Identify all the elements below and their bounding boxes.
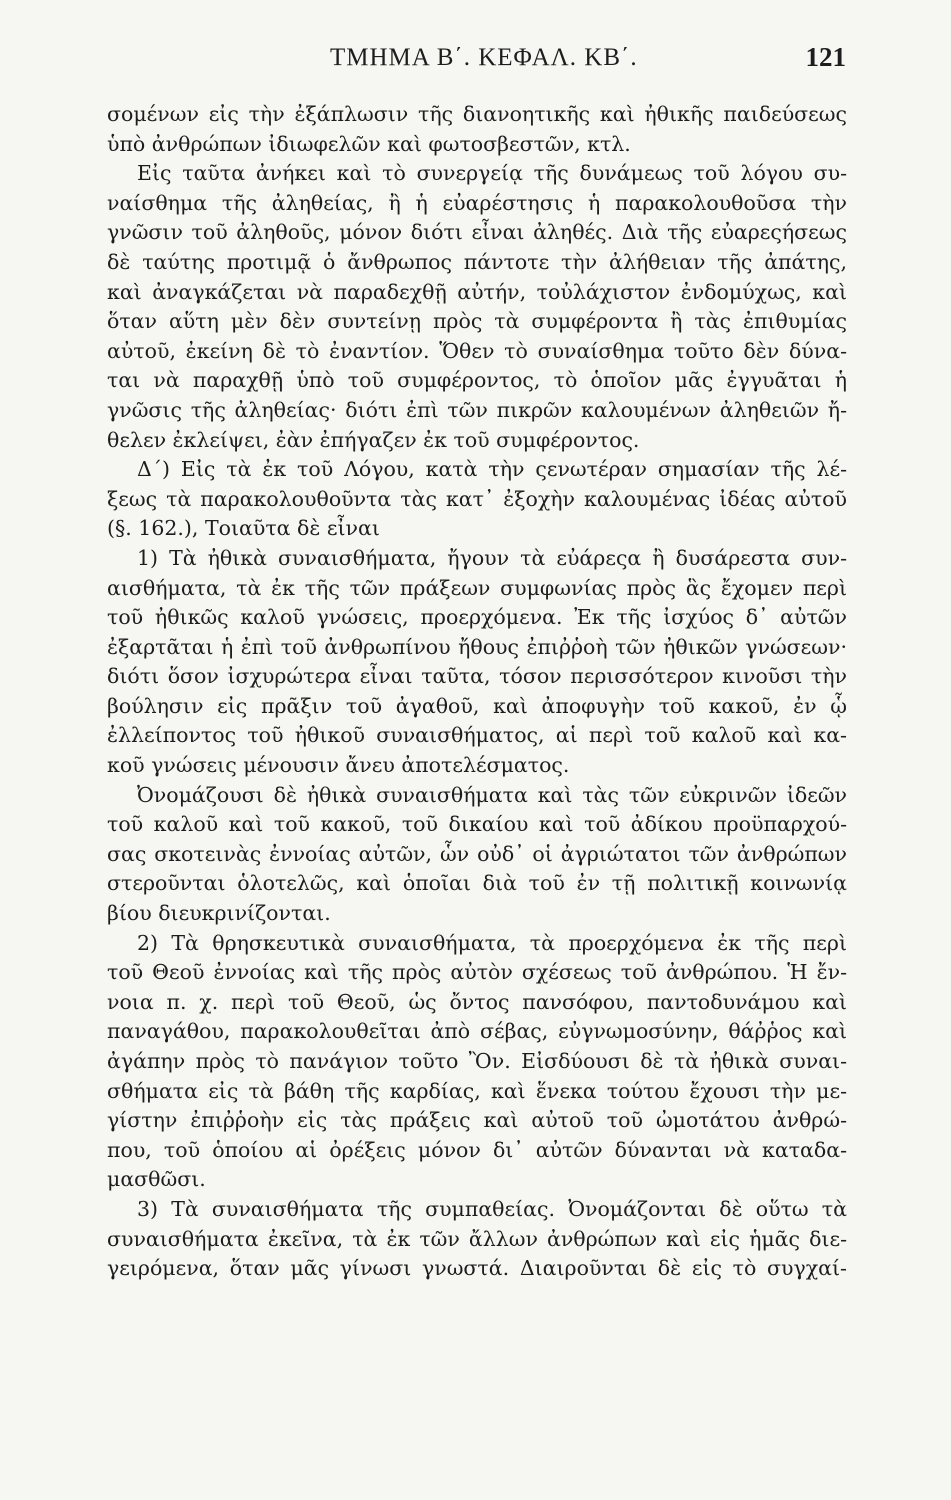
text-line: 1) Τὰ ἠθικὰ συναισθήματα, ἤγουν τὰ εὐάρεςα ἢ δυσάρεστα συν- <box>137 545 847 570</box>
text-line: 3) Τὰ συναισθήματα τῆς συμπαθείας. Ὀνομάζονται δὲ οὕτω τὰ <box>137 1196 847 1221</box>
text-line: Δ΄) Εἰς τὰ ἐκ τοῦ Λόγου, κατὰ τὴν ςενωτέραν σημασίαν τῆς λέ- <box>137 457 847 482</box>
text-line: βούλησιν εἰς πρᾶξιν τοῦ ἀγαθοῦ, καὶ ἀποφυγὴν τοῦ κακοῦ, ἐν ᾧ <box>107 693 847 718</box>
text-line: γειρόμενα, ὅταν μᾶς γίνωσι γνωστά. Διαιροῦνται δὲ εἰς τὸ συγχαί- <box>107 1256 847 1281</box>
text-line: Εἰς ταῦτα ἀνήκει καὶ τὸ συνεργείᾳ τῆς δυνάμεως τοῦ λόγου συ- <box>137 161 847 186</box>
text-line: σομένων εἰς τὴν ἐξάπλωσιν τῆς διανοητικῆς καὶ ἠθικῆς παιδεύσεως <box>107 102 847 126</box>
text-line: σας σκοτεινὰς ἐννοίας αὐτῶν, ὧν οὐδ᾽ οἱ ἀγριώτατοι τῶν ἀνθρώπων <box>107 841 847 866</box>
text-line: ἐλλείποντος τοῦ ἠθικοῦ συναισθήματος, αἱ περὶ τοῦ καλοῦ καὶ κα- <box>107 723 847 748</box>
text-line: Ὀνομάζουσι δὲ ἠθικὰ συναισθήματα καὶ τὰς τῶν εὐκρινῶν ἰδεῶν <box>137 782 847 807</box>
text-line: αὐτοῦ, ἐκείνη δὲ τὸ ἐναντίον. Ὅθεν τὸ συναίσθημα τοῦτο δὲν δύνα- <box>107 338 847 363</box>
text-line: τοῦ Θεοῦ ἐννοίας καὶ τῆς πρὸς αὐτὸν σχέσεως τοῦ ἀνθρώπου. Ἡ ἔν- <box>107 960 847 985</box>
text-line: ὅταν αὕτη μὲν δὲν συντείνῃ πρὸς τὰ συμφέροντα ἢ τὰς ἐπιθυμίας <box>107 309 847 334</box>
text-line: γνῶσις τῆς ἀληθείας· διότι ἐπὶ τῶν πικρῶν καλουμένων ἀληθειῶν ἤ- <box>107 397 847 422</box>
page-header <box>0 38 951 78</box>
text-line: βίου διευκρινίζονται. <box>107 901 331 926</box>
text-line: τοῦ ἠθικῶς καλοῦ γνώσεις, προερχόμενα. Ἐκ τῆς ἰσχύος δ᾽ αὐτῶν <box>107 605 847 630</box>
text-line: στεροῦνται ὁλοτελῶς, καὶ ὁποῖαι διὰ τοῦ ἐν τῇ πολιτικῇ κοινωνίᾳ <box>107 871 847 896</box>
text-line: (§. 162.), Τοιαῦτα δὲ εἶναι <box>107 516 380 541</box>
text-line: ὑπὸ ἀνθρώπων ἰδιωφελῶν καὶ φωτοσβεστῶν, κτλ. <box>107 131 631 156</box>
text-line: δὲ ταύτης προτιμᾷ ὁ ἄνθρωπος πάντοτε τὴν ἀλήθειαν τῆς ἀπάτης, <box>107 249 847 274</box>
text-line: αισθήματα, τὰ ἐκ τῆς τῶν πράξεων συμφωνίας πρὸς ἃς ἔχομεν περὶ <box>107 575 847 600</box>
text-line: διότι ὅσον ἰσχυρώτερα εἶναι ταῦτα, τόσον περισσότερον κινοῦσι τὴν <box>107 664 847 689</box>
text-line: ξεως τὰ παρακολουθοῦντα τὰς κατ᾽ ἐξοχὴν καλουμένας ἰδέας αὐτοῦ <box>107 486 847 511</box>
running-head: ΤΜΗΜΑ Β΄. ΚΕΦΑΛ. ΚΒ΄. <box>330 44 638 71</box>
text-line: τοῦ καλοῦ καὶ τοῦ κακοῦ, τοῦ δικαίου καὶ τοῦ ἀδίκου προϋπαρχού- <box>107 812 847 837</box>
text-line: καὶ ἀναγκάζεται νὰ παραδεχθῇ αὐτήν, τοὐλάχιστον ἐνδομύχως, καὶ <box>107 279 847 304</box>
text-line: ναίσθημα τῆς ἀληθείας, ἢ ἡ εὐαρέστησις ἡ παρακολουθοῦσα τὴν <box>107 190 847 215</box>
page-number: 121 <box>805 42 846 72</box>
text-line: 2) Τὰ θρησκευτικὰ συναισθήματα, τὰ προερχόμενα ἐκ τῆς περὶ <box>137 930 847 955</box>
text-line: θελεν ἐκλείψει, ἐὰν ἐπήγαζεν ἐκ τοῦ συμφέροντος. <box>107 427 640 452</box>
text-line: συναισθήματα ἐκεῖνα, τὰ ἐκ τῶν ἄλλων ἀνθρώπων καὶ εἰς ἡμᾶς διε- <box>107 1226 847 1251</box>
text-line: ἀγάπην πρὸς τὸ πανάγιον τοῦτο Ὂν. Εἰσδύουσι δὲ τὰ ἠθικὰ συναι- <box>107 1049 847 1073</box>
text-line: παναγάθου, παρακολουθεῖται ἀπὸ σέβας, εὐγνωμοσύνην, θάῤῥος καὶ <box>107 1019 847 1044</box>
text-line: μασθῶσι. <box>107 1167 206 1192</box>
text-line: ἐξαρτᾶται ἡ ἐπὶ τοῦ ἀνθρωπίνου ἤθους ἐπιῤῥοὴ τῶν ἠθικῶν γνώσεων· <box>107 634 847 659</box>
text-line: που, τοῦ ὁποίου αἱ ὀρέξεις μόνον δι᾽ αὐτῶν δύνανται νὰ καταδα- <box>107 1137 847 1162</box>
text-line: γίστην ἐπιῤῥοὴν εἰς τὰς πράξεις καὶ αὐτοῦ τοῦ ὠμοτάτου ἀνθρώ- <box>107 1108 847 1133</box>
body-text <box>107 100 847 1284</box>
text-line: κοῦ γνώσεις μένουσιν ἄνευ ἀποτελέσματος. <box>107 753 570 778</box>
text-line: νοια π. χ. περὶ τοῦ Θεοῦ, ὡς ὄντος πανσόφου, παντοδυνάμου καὶ <box>107 989 847 1014</box>
text-line: ται νὰ παραχθῇ ὑπὸ τοῦ συμφέροντος, τὸ ὁποῖον μᾶς ἐγγυᾶται ἡ <box>107 368 847 393</box>
text-line: γνῶσιν τοῦ ἀληθοῦς, μόνον διότι εἶναι ἀληθές. Διὰ τῆς εὐαρεςήσεως <box>107 220 847 245</box>
text-line: σθήματα εἰς τὰ βάθη τῆς καρδίας, καὶ ἕνεκα τούτου ἔχουσι τὴν με- <box>107 1078 847 1103</box>
